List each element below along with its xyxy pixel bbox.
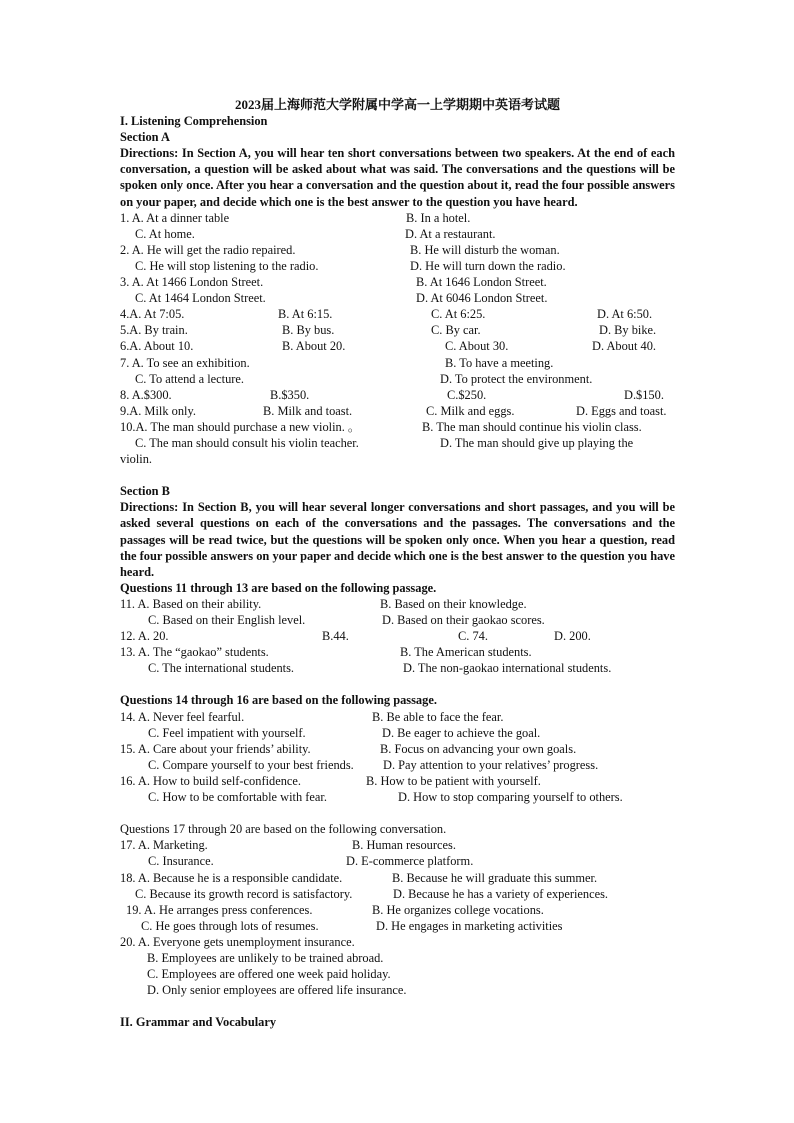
option-b: B. Human resources. bbox=[352, 838, 456, 853]
question-row bbox=[120, 853, 675, 869]
option-a: 17. A. Marketing. bbox=[120, 838, 208, 853]
option-a: 16. A. How to build self-confidence. bbox=[120, 773, 302, 788]
question-row bbox=[120, 644, 675, 660]
option-b: B. Employees are unlikely to be trained abroad. bbox=[147, 950, 384, 965]
question-row bbox=[120, 966, 675, 982]
option-b: B. In a hotel. bbox=[406, 210, 471, 225]
option-c: C. About 30. bbox=[445, 339, 509, 354]
question-row bbox=[120, 226, 675, 242]
part1-heading: I. Listening Comprehension bbox=[120, 114, 268, 129]
option-b: B. He organizes college vocations. bbox=[372, 902, 544, 917]
question-row bbox=[120, 210, 675, 226]
option-b: B.$350. bbox=[270, 387, 310, 402]
page-title: 2023届上海师范大学附属中学高一上学期期中英语考试题 bbox=[234, 97, 560, 112]
option-a: 14. A. Never feel fearful. bbox=[120, 709, 245, 724]
option-a: 20. A. Everyone gets unemployment insurance. bbox=[120, 934, 355, 949]
option-c: C. By car. bbox=[431, 323, 481, 338]
option-c: C. To attend a lecture. bbox=[135, 371, 245, 386]
option-c: C. At 1464 London Street. bbox=[135, 291, 266, 306]
question-row bbox=[120, 628, 675, 644]
question-row bbox=[120, 403, 675, 419]
option-c: C. Because its growth record is satisfactory. bbox=[135, 886, 353, 901]
option-d: D. By bike. bbox=[599, 323, 657, 338]
option-b: B. The American students. bbox=[400, 645, 532, 660]
question-row bbox=[120, 258, 675, 274]
section-b-heading: Section B bbox=[120, 484, 170, 499]
option-a: 13. A. The “gaokao” students. bbox=[120, 645, 269, 660]
option-a: 12. A. 20. bbox=[120, 629, 169, 644]
option-d: D. At 6:50. bbox=[597, 307, 653, 322]
question-row bbox=[120, 322, 675, 338]
part2-heading: II. Grammar and Vocabulary bbox=[120, 1015, 277, 1030]
option-d: D. The man should give up playing the bbox=[440, 435, 634, 450]
question-row bbox=[120, 290, 675, 306]
option-c: C. Feel impatient with yourself. bbox=[148, 725, 306, 740]
option-c: C. Milk and eggs. bbox=[426, 403, 515, 418]
option-d-continued: violin. bbox=[120, 452, 153, 467]
option-b: B. By bus. bbox=[282, 323, 335, 338]
option-a: 18. A. Because he is a responsible candidate. bbox=[120, 870, 343, 885]
question-row bbox=[120, 306, 675, 322]
question-row bbox=[120, 660, 675, 676]
question-row bbox=[120, 773, 675, 789]
exam-page bbox=[120, 97, 675, 1030]
question-row bbox=[120, 741, 675, 757]
question-row bbox=[120, 725, 675, 741]
option-c: C. He goes through lots of resumes. bbox=[141, 918, 319, 933]
option-d: D. 200. bbox=[554, 629, 591, 644]
option-c: C. At home. bbox=[135, 226, 195, 241]
question-row bbox=[120, 371, 675, 387]
question-row bbox=[120, 789, 675, 805]
option-b: B. Based on their knowledge. bbox=[380, 596, 527, 611]
option-b: B. Be able to face the fear. bbox=[372, 709, 504, 724]
option-c: C. The man should consult his violin teacher. bbox=[135, 435, 359, 450]
question-row bbox=[120, 387, 675, 403]
question-row bbox=[120, 982, 675, 998]
question-row bbox=[120, 709, 675, 725]
option-d: D. He engages in marketing activities bbox=[376, 918, 563, 933]
option-d: D. Eggs and toast. bbox=[576, 403, 667, 418]
option-a: 6.A. About 10. bbox=[120, 339, 194, 354]
option-d: D. Based on their gaokao scores. bbox=[382, 613, 545, 627]
option-c: C. Insurance. bbox=[148, 854, 214, 869]
option-a: 2. A. He will get the radio repaired. bbox=[120, 242, 296, 257]
question-row bbox=[120, 902, 675, 918]
option-a: 5.A. By train. bbox=[120, 323, 188, 338]
option-b: B. How to be patient with yourself. bbox=[366, 773, 541, 788]
option-b: B. At 1646 London Street. bbox=[416, 275, 547, 290]
option-d: D. He will turn down the radio. bbox=[410, 258, 566, 273]
option-c: C. Employees are offered one week paid holiday. bbox=[147, 967, 391, 982]
question-group-heading: Questions 17 through 20 are based on the following conversation. bbox=[120, 822, 447, 837]
option-c: C. The international students. bbox=[148, 661, 295, 676]
option-a: 7. A. To see an exhibition. bbox=[120, 355, 250, 370]
option-a: 1. A. At a dinner table bbox=[120, 210, 230, 225]
option-c: C. Based on their English level. bbox=[148, 613, 306, 627]
option-a: 11. A. Based on their ability. bbox=[120, 596, 262, 611]
question-row bbox=[120, 435, 675, 451]
option-b: B. To have a meeting. bbox=[445, 355, 554, 370]
question-row bbox=[120, 886, 675, 902]
option-b: B. Because he will graduate this summer. bbox=[392, 870, 598, 885]
question-row bbox=[120, 612, 675, 628]
option-a: 15. A. Care about your friends’ ability. bbox=[120, 741, 311, 756]
option-c: C.$250. bbox=[447, 387, 487, 402]
question-row bbox=[120, 870, 675, 886]
option-b: B. Focus on advancing your own goals. bbox=[380, 741, 577, 756]
question-row bbox=[120, 242, 675, 258]
option-b: B. He will disturb the woman. bbox=[410, 242, 560, 257]
option-d: D. Only senior employees are offered life insurance. bbox=[147, 983, 407, 998]
option-d: D. At a restaurant. bbox=[405, 226, 496, 241]
option-c: C. How to be comfortable with fear. bbox=[148, 790, 327, 805]
option-d: D. How to stop comparing yourself to others. bbox=[398, 790, 623, 805]
option-d: D. The non-gaokao international students. bbox=[403, 661, 612, 676]
option-d: D.$150. bbox=[624, 387, 664, 402]
option-c: C. He will stop listening to the radio. bbox=[135, 258, 319, 273]
option-a: 10.A. The man should purchase a new violin. 。 bbox=[120, 419, 361, 434]
question-row bbox=[120, 274, 675, 290]
section-a-heading: Section A bbox=[120, 130, 170, 145]
option-a: 9.A. Milk only. bbox=[120, 403, 196, 418]
question-row bbox=[120, 419, 675, 435]
option-c: C. At 6:25. bbox=[431, 307, 486, 322]
section-a-directions: Directions: In Section A, you will hear ten short conversations between two speakers. At the end of each conversation, a question will be asked about what was said. The conversations and the questions will be spoken only once. After you hear a conversation and the question about it, read the four possible answers on your paper, and decide which one is the best answer to the question you have heard. bbox=[120, 146, 675, 209]
option-a: 4.A. At 7:05. bbox=[120, 307, 185, 322]
question-row bbox=[120, 757, 675, 773]
question-row bbox=[120, 950, 675, 966]
section-b-directions: Directions: In Section B, you will hear several longer conversations and short passages, and you will be asked several questions on each of the conversations and the passages. The conversations and the passages will be read twice, but the questions will be spoken only once. When you hear a question, read the four possible answers on your paper and decide which one is the best answer to the question you have heard. bbox=[120, 500, 675, 579]
option-a: 8. A.$300. bbox=[120, 387, 172, 402]
option-a: 3. A. At 1466 London Street. bbox=[120, 275, 264, 290]
option-b: B. About 20. bbox=[282, 339, 346, 354]
question-group-heading: Questions 14 through 16 are based on the following passage. bbox=[120, 693, 437, 708]
question-row bbox=[120, 837, 675, 853]
option-d: D. At 6046 London Street. bbox=[416, 291, 548, 306]
option-d: D. To protect the environment. bbox=[440, 371, 593, 386]
question-row bbox=[120, 338, 675, 354]
option-d: D. Because he has a variety of experiences. bbox=[393, 886, 609, 901]
question-row bbox=[120, 918, 675, 934]
option-d: D. E-commerce platform. bbox=[346, 854, 474, 869]
question-row bbox=[120, 596, 675, 612]
option-b: B. At 6:15. bbox=[278, 307, 333, 322]
option-c: C. 74. bbox=[458, 629, 488, 644]
option-b: B. Milk and toast. bbox=[263, 403, 353, 418]
option-d: D. Pay attention to your relatives’ progress. bbox=[383, 757, 599, 772]
question-row bbox=[120, 355, 675, 371]
question-group-heading: Questions 11 through 13 are based on the following passage. bbox=[120, 580, 437, 595]
question-row bbox=[120, 934, 675, 950]
option-c: C. Compare yourself to your best friends. bbox=[148, 757, 354, 772]
option-b: B.44. bbox=[322, 629, 349, 644]
option-b: B. The man should continue his violin class. bbox=[422, 419, 642, 434]
option-a: 19. A. He arranges press conferences. bbox=[126, 902, 313, 917]
option-d: D. About 40. bbox=[592, 339, 657, 354]
option-d: D. Be eager to achieve the goal. bbox=[382, 725, 541, 740]
